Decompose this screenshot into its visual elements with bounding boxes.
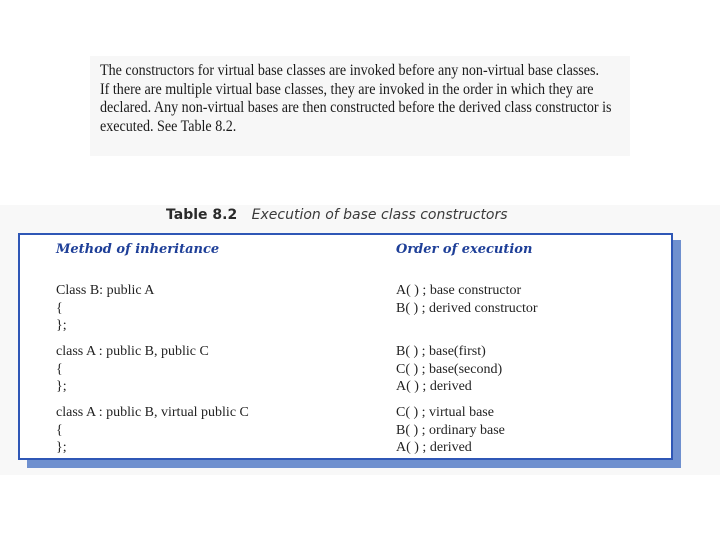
code-line: }; — [56, 318, 67, 333]
row-2-method — [56, 343, 209, 396]
paragraph-line: If there are multiple virtual base classes, they are invoked in the order in which they are — [100, 80, 594, 98]
code-line: class A : public B, virtual public C — [56, 405, 249, 420]
table-caption — [166, 207, 508, 223]
code-line: { — [56, 361, 63, 377]
order-line: B( ) ; derived constructor — [396, 300, 538, 316]
row-2-order — [396, 343, 502, 396]
row-1-order — [396, 282, 538, 317]
code-line: class A : public B, public C — [56, 344, 209, 359]
code-line: Class B: public A — [56, 283, 155, 298]
order-line: C( ) ; base(second) — [396, 361, 503, 377]
header-order: Order of execution — [396, 242, 533, 257]
order-line: C( ) ; virtual base — [396, 405, 494, 420]
order-line: A( ) ; derived — [396, 379, 472, 394]
row-3-order — [396, 404, 505, 457]
table-title: Execution of base class constructors — [251, 207, 508, 223]
header-method: Method of inheritance — [56, 242, 220, 257]
code-line: { — [56, 300, 63, 316]
code-line: { — [56, 422, 63, 438]
row-3-method — [56, 404, 249, 457]
order-line: A( ) ; base constructor — [396, 283, 522, 298]
table-number: Table 8.2 — [166, 207, 238, 223]
code-line: }; — [56, 379, 67, 394]
paragraph-line: executed. See Table 8.2. — [100, 117, 237, 135]
intro-paragraph — [100, 62, 620, 136]
code-line: }; — [56, 440, 67, 455]
order-line: B( ) ; ordinary base — [396, 422, 505, 438]
inheritance-table — [18, 233, 673, 460]
paragraph-line: The constructors for virtual base classes are invoked before any non-virtual base classes. — [100, 62, 600, 79]
row-1-method — [56, 282, 154, 335]
order-line: B( ) ; base(first) — [396, 344, 486, 359]
order-line: A( ) ; derived — [396, 440, 472, 455]
paragraph-line: declared. Any non-virtual bases are then constructed before the derived class constructor is — [100, 99, 612, 116]
